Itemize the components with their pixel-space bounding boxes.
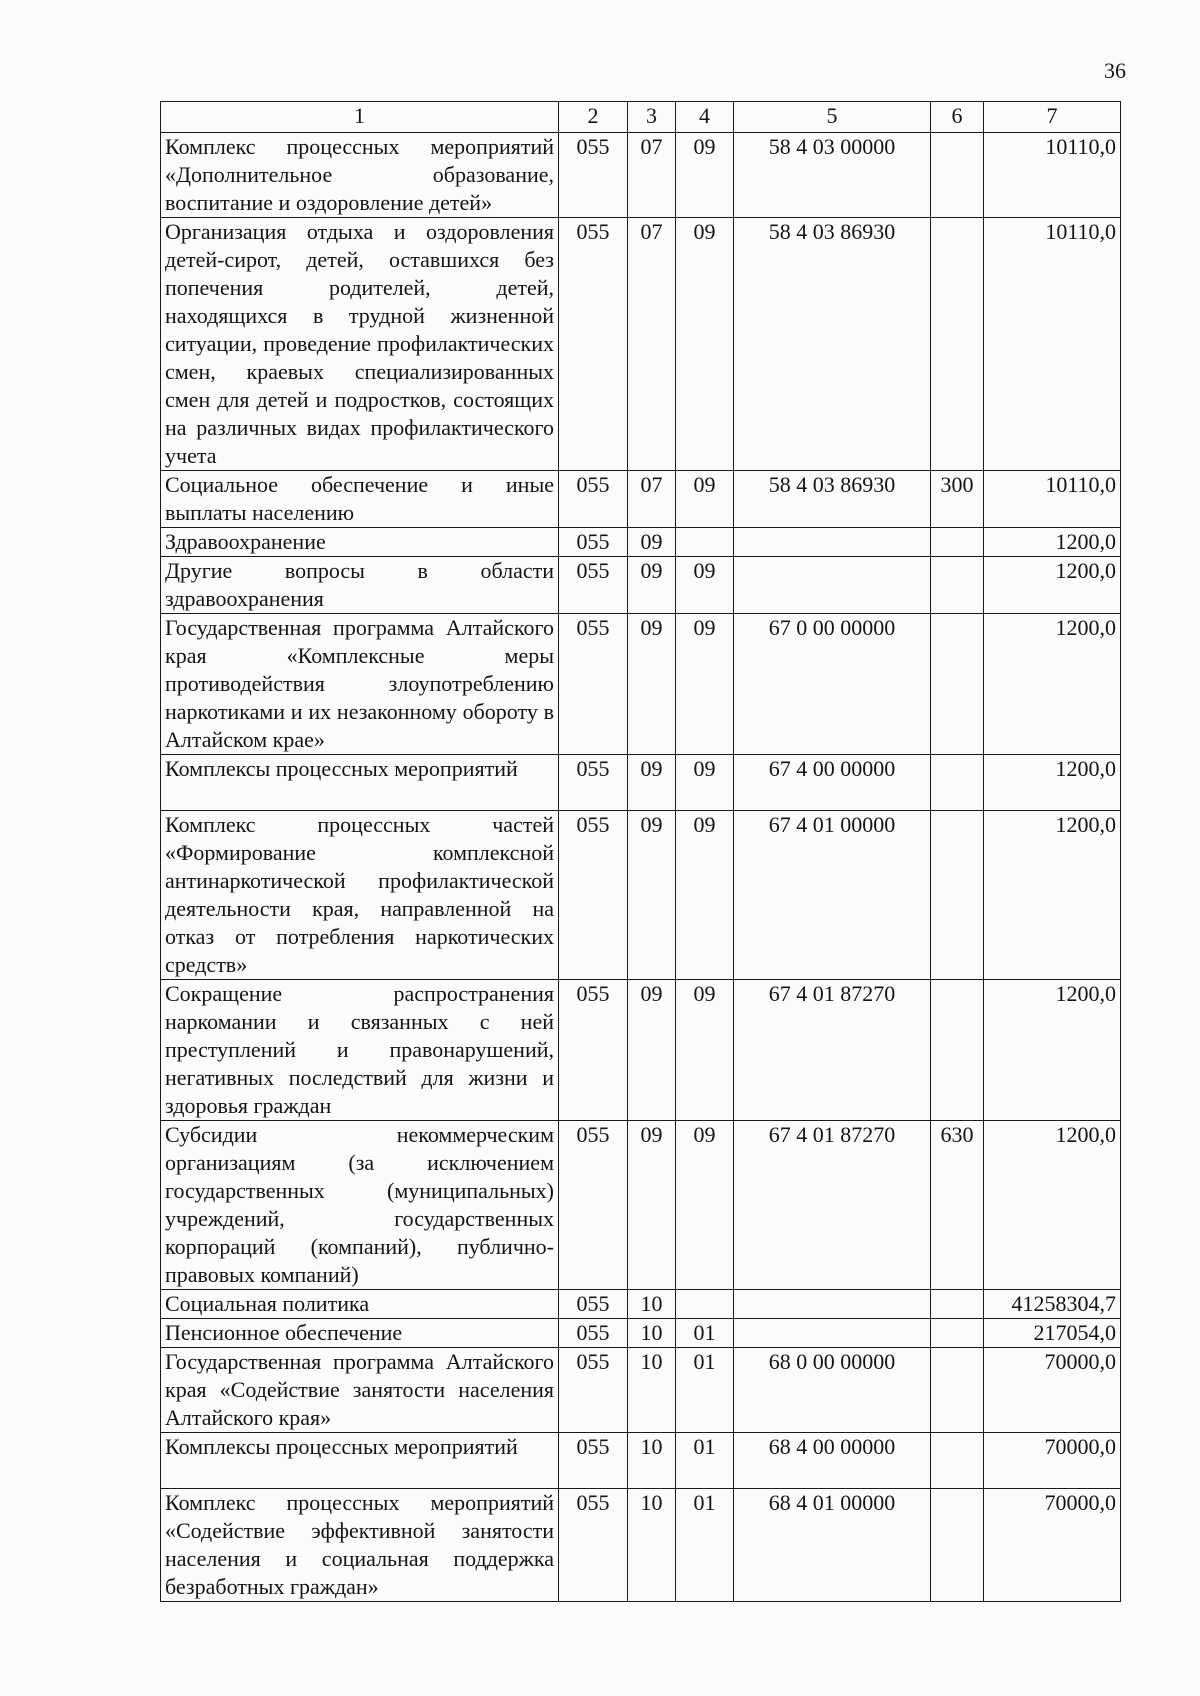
row-section: 09 — [628, 1121, 676, 1290]
table-row — [161, 755, 1121, 811]
row-subsection: 09 — [676, 1121, 734, 1290]
row-grbs: 055 — [559, 218, 628, 471]
row-section: 09 — [628, 980, 676, 1121]
row-target-article: 67 0 00 00000 — [734, 614, 931, 755]
header-col-5: 5 — [734, 102, 931, 133]
row-target-article — [734, 1290, 931, 1319]
row-name: Субсидии некоммерческим организациям (за исключением государственных (муниципальных) учреждений, государственных корпораций (компаний), публично-правовых компаний) — [161, 1121, 559, 1290]
row-name: Социальное обеспечение и иные выплаты населению — [161, 471, 559, 528]
header-row — [161, 102, 1121, 133]
row-target-article: 58 4 03 00000 — [734, 133, 931, 218]
row-amount: 1200,0 — [984, 557, 1121, 614]
row-amount: 10110,0 — [984, 218, 1121, 471]
row-target-article: 68 4 00 00000 — [734, 1433, 931, 1489]
row-section: 09 — [628, 557, 676, 614]
row-section: 07 — [628, 133, 676, 218]
row-grbs: 055 — [559, 1121, 628, 1290]
table-row — [161, 614, 1121, 755]
row-name: Комплексы процессных мероприятий — [161, 1433, 559, 1489]
row-expense-type — [931, 1319, 984, 1348]
row-expense-type — [931, 218, 984, 471]
row-expense-type — [931, 557, 984, 614]
row-target-article — [734, 528, 931, 557]
row-expense-type — [931, 811, 984, 980]
row-name: Комплекс процессных частей «Формирование комплексной антинаркотической профилактической деятельности края, направленной на отказ от потребления наркотических средств» — [161, 811, 559, 980]
row-target-article: 67 4 01 87270 — [734, 980, 931, 1121]
row-subsection: 09 — [676, 218, 734, 471]
table-row — [161, 1489, 1121, 1602]
row-target-article — [734, 1319, 931, 1348]
row-target-article: 58 4 03 86930 — [734, 471, 931, 528]
row-target-article: 67 4 00 00000 — [734, 755, 931, 811]
table-row — [161, 471, 1121, 528]
row-target-article: 67 4 01 00000 — [734, 811, 931, 980]
row-name: Пенсионное обеспечение — [161, 1319, 559, 1348]
header-col-4: 4 — [676, 102, 734, 133]
row-expense-type — [931, 1348, 984, 1433]
row-section: 09 — [628, 614, 676, 755]
row-grbs: 055 — [559, 1489, 628, 1602]
row-target-article: 68 4 01 00000 — [734, 1489, 931, 1602]
row-section: 09 — [628, 755, 676, 811]
row-subsection: 01 — [676, 1348, 734, 1433]
row-subsection: 01 — [676, 1489, 734, 1602]
budget-table — [160, 101, 1121, 1602]
header-col-2: 2 — [559, 102, 628, 133]
row-subsection: 09 — [676, 614, 734, 755]
table-row — [161, 1433, 1121, 1489]
row-grbs: 055 — [559, 1290, 628, 1319]
row-section: 10 — [628, 1319, 676, 1348]
table-row — [161, 980, 1121, 1121]
row-grbs: 055 — [559, 755, 628, 811]
row-expense-type — [931, 1290, 984, 1319]
row-grbs: 055 — [559, 557, 628, 614]
row-subsection: 01 — [676, 1319, 734, 1348]
row-subsection: 01 — [676, 1433, 734, 1489]
row-name: Государственная программа Алтайского края «Комплексные меры противодействия злоупотреблению наркотиками и их незаконному обороту в Алтайском крае» — [161, 614, 559, 755]
row-amount: 70000,0 — [984, 1489, 1121, 1602]
table-row — [161, 218, 1121, 471]
row-section: 09 — [628, 811, 676, 980]
row-grbs: 055 — [559, 471, 628, 528]
row-expense-type — [931, 1489, 984, 1602]
row-amount: 70000,0 — [984, 1348, 1121, 1433]
row-name: Комплексы процессных мероприятий — [161, 755, 559, 811]
row-amount: 217054,0 — [984, 1319, 1121, 1348]
row-amount: 1200,0 — [984, 811, 1121, 980]
row-amount: 10110,0 — [984, 133, 1121, 218]
row-expense-type — [931, 755, 984, 811]
row-name: Социальная политика — [161, 1290, 559, 1319]
row-section: 10 — [628, 1489, 676, 1602]
row-subsection — [676, 1290, 734, 1319]
row-amount: 70000,0 — [984, 1433, 1121, 1489]
row-expense-type — [931, 980, 984, 1121]
row-subsection: 09 — [676, 471, 734, 528]
table-row — [161, 1121, 1121, 1290]
row-name: Здравоохранение — [161, 528, 559, 557]
table-row — [161, 1290, 1121, 1319]
row-amount: 41258304,7 — [984, 1290, 1121, 1319]
row-subsection: 09 — [676, 811, 734, 980]
header-col-1: 1 — [161, 102, 559, 133]
page-number: 36 — [1104, 58, 1126, 83]
header-col-6: 6 — [931, 102, 984, 133]
row-subsection: 09 — [676, 557, 734, 614]
row-name: Организация отдыха и оздоровления детей-сирот, детей, оставшихся без попечения родителей, детей, находящихся в трудной жизненной ситуации, проведение профилактических смен, краевых специализированных смен для детей и подростков, состоящих на различных видах профилактического учета — [161, 218, 559, 471]
row-section: 10 — [628, 1433, 676, 1489]
row-target-article — [734, 557, 931, 614]
table-row — [161, 557, 1121, 614]
row-grbs: 055 — [559, 980, 628, 1121]
table-row — [161, 1319, 1121, 1348]
row-subsection: 09 — [676, 980, 734, 1121]
row-target-article: 68 0 00 00000 — [734, 1348, 931, 1433]
row-expense-type: 300 — [931, 471, 984, 528]
row-section: 10 — [628, 1348, 676, 1433]
row-expense-type: 630 — [931, 1121, 984, 1290]
row-section: 07 — [628, 471, 676, 528]
row-amount: 10110,0 — [984, 471, 1121, 528]
row-expense-type — [931, 133, 984, 218]
header-col-3: 3 — [628, 102, 676, 133]
row-section: 07 — [628, 218, 676, 471]
row-grbs: 055 — [559, 811, 628, 980]
row-subsection: 09 — [676, 755, 734, 811]
table-row — [161, 811, 1121, 980]
row-grbs: 055 — [559, 614, 628, 755]
table-row — [161, 1348, 1121, 1433]
row-target-article: 58 4 03 86930 — [734, 218, 931, 471]
row-section: 10 — [628, 1290, 676, 1319]
row-subsection — [676, 528, 734, 557]
row-expense-type — [931, 1433, 984, 1489]
row-grbs: 055 — [559, 1319, 628, 1348]
row-amount: 1200,0 — [984, 755, 1121, 811]
row-grbs: 055 — [559, 1348, 628, 1433]
row-expense-type — [931, 614, 984, 755]
row-section: 09 — [628, 528, 676, 557]
row-grbs: 055 — [559, 528, 628, 557]
row-grbs: 055 — [559, 1433, 628, 1489]
header-col-7: 7 — [984, 102, 1121, 133]
row-amount: 1200,0 — [984, 980, 1121, 1121]
row-expense-type — [931, 528, 984, 557]
row-name: Государственная программа Алтайского края «Содействие занятости населения Алтайского края» — [161, 1348, 559, 1433]
table-row — [161, 528, 1121, 557]
row-name: Сокращение распространения наркомании и связанных с ней преступлений и правонарушений, негативных последствий для жизни и здоровья граждан — [161, 980, 559, 1121]
row-grbs: 055 — [559, 133, 628, 218]
table-row — [161, 133, 1121, 218]
row-name: Другие вопросы в области здравоохранения — [161, 557, 559, 614]
row-amount: 1200,0 — [984, 614, 1121, 755]
row-subsection: 09 — [676, 133, 734, 218]
row-name: Комплекс процессных мероприятий «Содействие эффективной занятости населения и социальная поддержка безработных граждан» — [161, 1489, 559, 1602]
row-name: Комплекс процессных мероприятий «Дополнительное образование, воспитание и оздоровление детей» — [161, 133, 559, 218]
row-amount: 1200,0 — [984, 1121, 1121, 1290]
row-target-article: 67 4 01 87270 — [734, 1121, 931, 1290]
row-amount: 1200,0 — [984, 528, 1121, 557]
